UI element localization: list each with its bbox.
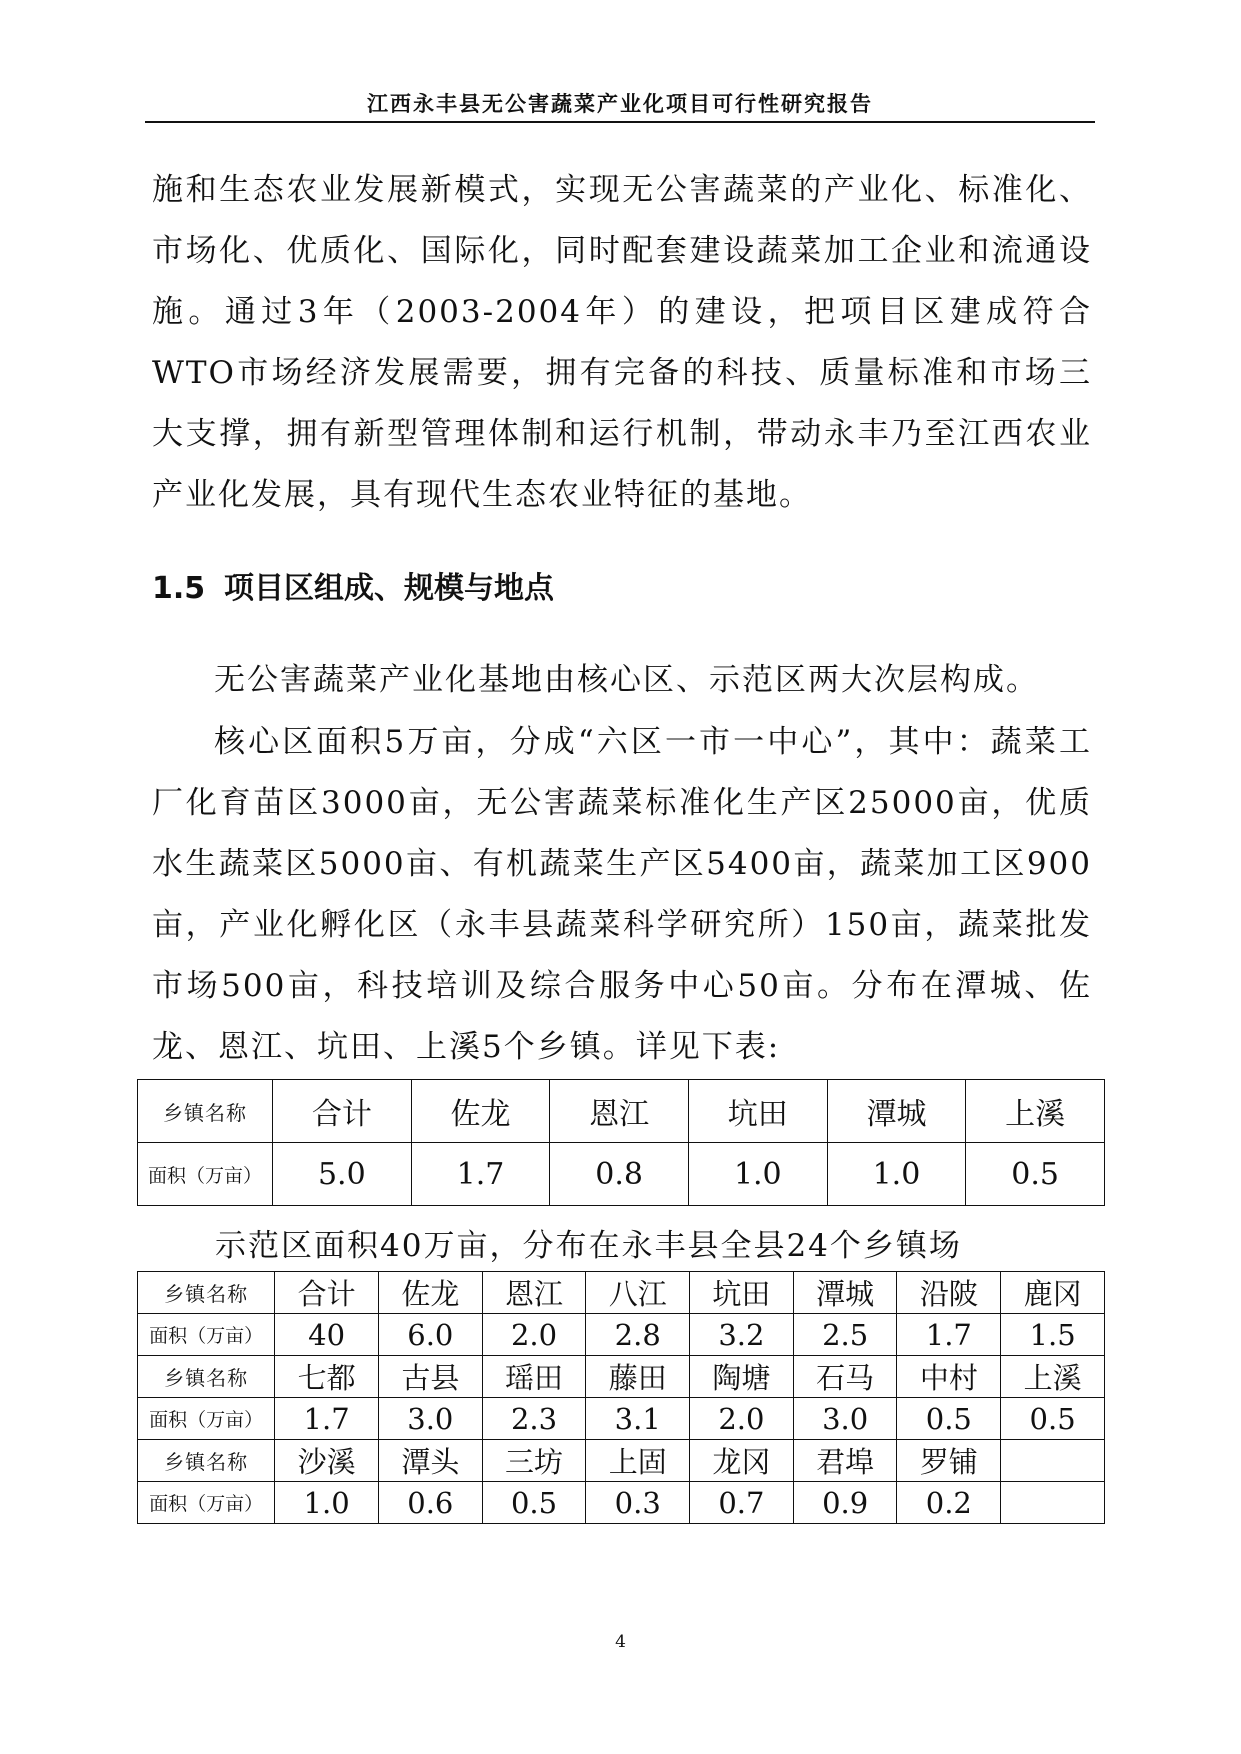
table-cell: 藤田 <box>586 1356 690 1398</box>
table-cell: 君埠 <box>793 1440 897 1482</box>
table-row <box>138 1080 1105 1143</box>
table-cell: 上固 <box>586 1440 690 1482</box>
table-cell: 古县 <box>378 1356 482 1398</box>
table-cell: 0.9 <box>793 1482 897 1524</box>
paragraph-base-composition: 无公害蔬菜产业化基地由核心区、示范区两大次层构成。 <box>214 662 1039 698</box>
table-cell: 沙溪 <box>275 1440 379 1482</box>
table-row <box>138 1143 1105 1206</box>
table-cell: 40 <box>275 1314 379 1356</box>
table-row <box>138 1272 1105 1314</box>
running-header: 江西永丰县无公害蔬菜产业化项目可行性研究报告 <box>367 92 873 116</box>
table-cell: 0.5 <box>897 1398 1001 1440</box>
table-cell: 3.1 <box>586 1398 690 1440</box>
table-cell: 0.5 <box>482 1482 586 1524</box>
table-cell: 三坊 <box>482 1440 586 1482</box>
table-cell: 坑田 <box>688 1080 827 1143</box>
table-cell: 0.3 <box>586 1482 690 1524</box>
table-cell: 0.2 <box>897 1482 1001 1524</box>
table-cell: 1.7 <box>897 1314 1001 1356</box>
table-cell: 中村 <box>897 1356 1001 1398</box>
page-number: 4 <box>615 1632 626 1652</box>
table-cell: 2.0 <box>482 1314 586 1356</box>
row-header-area: 面积（万亩） <box>138 1398 275 1440</box>
paragraph-core-area: 核心区面积5万亩，分成“六区一市一中心”，其中：蔬菜工厂化育苗区3000亩，无公害蔬菜标准化生产区25000亩，优质水生蔬菜区5000亩、有机蔬菜生产区5400亩，蔬菜加工区900亩，产业化孵化区（永丰县蔬菜科学研究所）150亩，蔬菜批发市场500亩，科技培训及综合服务中心50亩。分布在潭城、佐龙、恩江、坑田、上溪5个乡镇。详见下表: <box>152 724 1092 1065</box>
table-row <box>138 1314 1105 1356</box>
table-cell: 0.5 <box>1001 1398 1105 1440</box>
table-cell: 2.5 <box>793 1314 897 1356</box>
table-cell: 2.3 <box>482 1398 586 1440</box>
table-cell: 5.0 <box>273 1143 412 1206</box>
row-header-name: 乡镇名称 <box>138 1356 275 1398</box>
table-cell: 0.7 <box>690 1482 794 1524</box>
table-cell: 2.8 <box>586 1314 690 1356</box>
table-cell: 恩江 <box>550 1080 689 1143</box>
table-cell: 1.0 <box>827 1143 966 1206</box>
table-cell: 七都 <box>275 1356 379 1398</box>
section-heading <box>152 563 554 607</box>
table-cell: 瑶田 <box>482 1356 586 1398</box>
table-cell: 1.7 <box>411 1143 550 1206</box>
table-cell: 潭头 <box>378 1440 482 1482</box>
row-header-area: 面积（万亩） <box>138 1314 275 1356</box>
table-row <box>138 1356 1105 1398</box>
demo-area-caption: 示范区面积40万亩，分布在永丰县全县24个乡镇场 <box>215 1228 962 1264</box>
table-cell: 1.7 <box>275 1398 379 1440</box>
table-cell: 佐龙 <box>378 1272 482 1314</box>
table-cell: 八江 <box>586 1272 690 1314</box>
section-title: 项目区组成、规模与地点 <box>224 571 554 606</box>
table-cell: 沿陂 <box>897 1272 1001 1314</box>
paragraph-project-goal: 施和生态农业发展新模式，实现无公害蔬菜的产业化、标准化、市场化、优质化、国际化，同时配套建设蔬菜加工企业和流通设施。通过3年（2003-2004年）的建设，把项目区建成符合WTO市场经济发展需要，拥有完备的科技、质量标准和市场三大支撑，拥有新型管理体制和运行机制，带动永丰乃至江西农业产业化发展，具有现代生态农业特征的基地。 <box>152 172 1092 513</box>
row-header-name: 乡镇名称 <box>138 1440 275 1482</box>
table-cell: 坑田 <box>690 1272 794 1314</box>
table-cell: 罗铺 <box>897 1440 1001 1482</box>
table-cell: 6.0 <box>378 1314 482 1356</box>
demo-area-table <box>137 1271 1105 1524</box>
table-cell: 陶塘 <box>690 1356 794 1398</box>
core-area-table <box>137 1079 1105 1206</box>
table-cell: 合计 <box>273 1080 412 1143</box>
table-cell: 1.0 <box>275 1482 379 1524</box>
table-cell: 上溪 <box>1001 1356 1105 1398</box>
table-cell: 3.2 <box>690 1314 794 1356</box>
table-cell: 潭城 <box>793 1272 897 1314</box>
table-cell: 石马 <box>793 1356 897 1398</box>
table-cell: 鹿冈 <box>1001 1272 1105 1314</box>
row-header-area: 面积（万亩） <box>138 1143 273 1206</box>
table-cell: 0.5 <box>966 1143 1105 1206</box>
table-cell: 0.8 <box>550 1143 689 1206</box>
table-cell: 潭城 <box>827 1080 966 1143</box>
row-header-name: 乡镇名称 <box>138 1272 275 1314</box>
table-cell <box>1001 1440 1105 1482</box>
table-cell: 恩江 <box>482 1272 586 1314</box>
row-header-name: 乡镇名称 <box>138 1080 273 1143</box>
table-row <box>138 1440 1105 1482</box>
table-cell <box>1001 1482 1105 1524</box>
table-cell: 1.5 <box>1001 1314 1105 1356</box>
table-cell: 3.0 <box>793 1398 897 1440</box>
table-cell: 上溪 <box>966 1080 1105 1143</box>
table-cell: 龙冈 <box>690 1440 794 1482</box>
section-number: 1.5 <box>152 571 206 606</box>
table-cell: 3.0 <box>378 1398 482 1440</box>
table-cell: 1.0 <box>688 1143 827 1206</box>
header-rule <box>145 121 1095 123</box>
table-row <box>138 1482 1105 1524</box>
table-cell: 2.0 <box>690 1398 794 1440</box>
table-cell: 合计 <box>275 1272 379 1314</box>
table-cell: 0.6 <box>378 1482 482 1524</box>
row-header-area: 面积（万亩） <box>138 1482 275 1524</box>
table-row <box>138 1398 1105 1440</box>
table-cell: 佐龙 <box>411 1080 550 1143</box>
